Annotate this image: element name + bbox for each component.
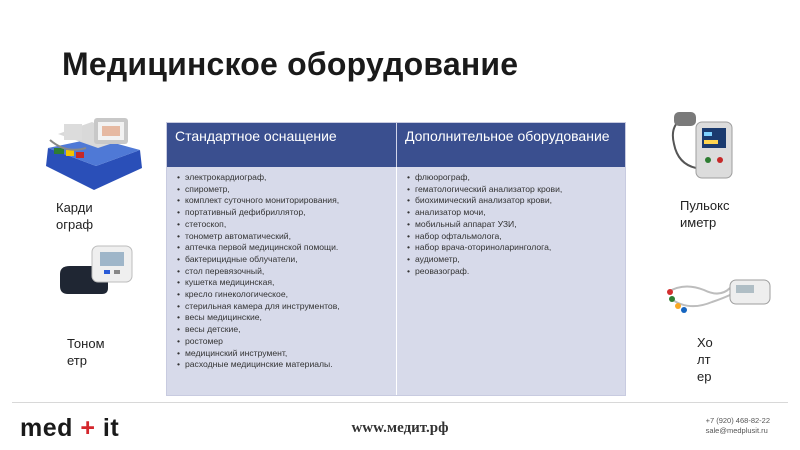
company-logo [20, 414, 119, 443]
list-item: • набор офтальмолога, [407, 231, 621, 243]
cardiograph-label: Карди ограф [56, 200, 94, 232]
list-item: • электрокардиограф, [177, 172, 392, 184]
list-item: • флюорограф, [407, 172, 621, 184]
equipment-table [166, 122, 626, 396]
list-item: • бактерицидные облучатели, [177, 254, 392, 266]
column-header-additional: Дополнительное оборудование [396, 123, 625, 167]
logo-text-it: it [102, 414, 120, 442]
pulse-oximeter-label: Пульокс иметр [680, 198, 730, 230]
list-item: • реовазограф. [407, 266, 621, 278]
list-item: • кресло гинекологическое, [177, 289, 392, 301]
website-link[interactable]: www.медит.рф [351, 420, 449, 436]
tonometer-label: Тоном етр [67, 336, 105, 368]
logo-plus: + [80, 414, 96, 442]
contacts-block [706, 416, 770, 436]
standard-equipment-list [167, 167, 396, 371]
footer-divider [12, 402, 788, 403]
pulse-oximeter-image [666, 104, 746, 188]
standard-equipment-cell [167, 167, 396, 395]
tonometer-image [56, 240, 138, 296]
additional-equipment-list [397, 167, 625, 277]
list-item: • кушетка медицинская, [177, 277, 392, 289]
list-item: • гематологический анализатор крови, [407, 184, 621, 196]
list-item: • спирометр, [177, 184, 392, 196]
page-title: Медицинское оборудование [62, 46, 519, 82]
list-item: • ростомер [177, 336, 392, 348]
list-item: • биохимический анализатор крови, [407, 195, 621, 207]
list-item: • анализатор мочи, [407, 207, 621, 219]
list-item: • комплект суточного мониторирования, [177, 195, 392, 207]
list-item: • аптечка первой медицинской помощи. [177, 242, 392, 254]
list-item: • аудиометр, [407, 254, 621, 266]
list-item: • тонометр автоматический, [177, 231, 392, 243]
list-item: • весы медицинские, [177, 312, 392, 324]
additional-equipment-cell [396, 167, 625, 395]
list-item: • весы детские, [177, 324, 392, 336]
cardiograph-image [36, 104, 148, 196]
list-item: • мобильный аппарат УЗИ, [407, 219, 621, 231]
list-item: • стол перевязочный, [177, 266, 392, 278]
list-item: • набор врача-оториноларинголога, [407, 242, 621, 254]
logo-text-med: med [20, 414, 73, 442]
holter-label: Хо лт ер [697, 335, 713, 384]
phone-number: +7 (920) 468-82-22 [705, 416, 770, 425]
list-item: • стерильная камера для инструментов, [177, 301, 392, 313]
holter-image [664, 272, 774, 322]
list-item: • расходные медицинские материалы. [177, 359, 392, 371]
list-item: • медицинский инструмент, [177, 348, 392, 360]
list-item: • портативный дефибриллятор, [177, 207, 392, 219]
list-item: • стетоскоп, [177, 219, 392, 231]
column-header-standard: Стандартное оснащение [167, 123, 396, 167]
email-address: sale@medplusit.ru [705, 426, 768, 435]
